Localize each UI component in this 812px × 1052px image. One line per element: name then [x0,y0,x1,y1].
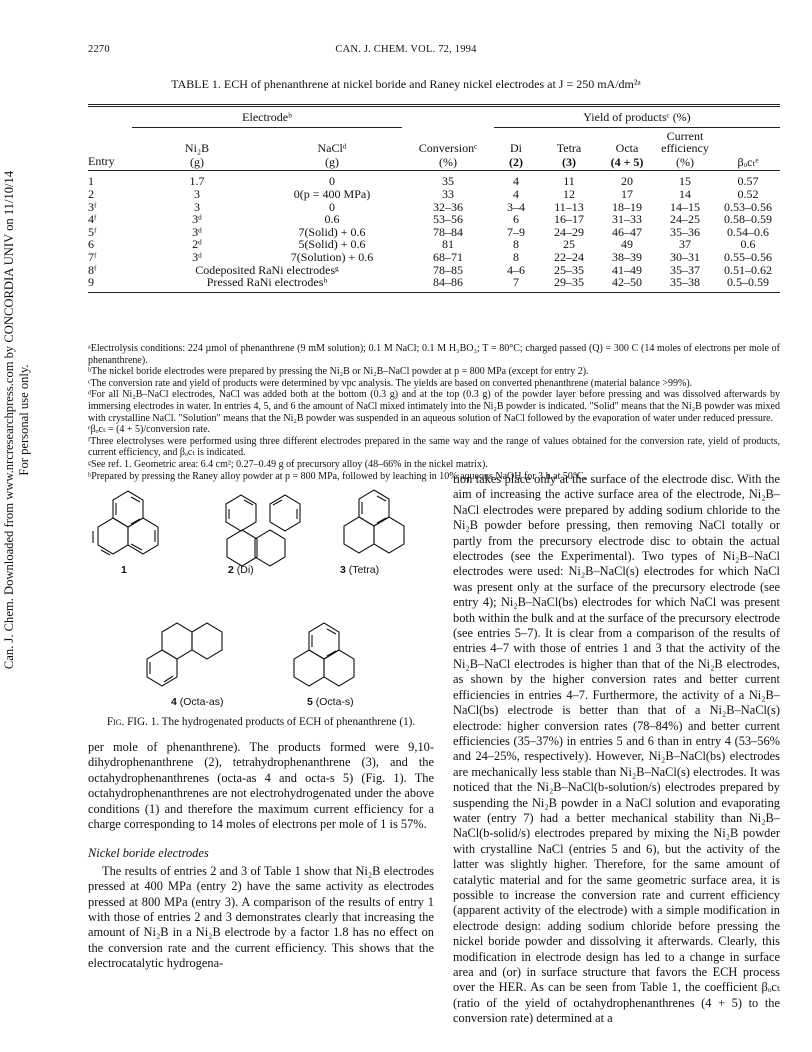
table-cell: 78–85 [433,262,463,277]
label-compound-2: 2 (Di) [228,564,254,576]
table-cell: 16–17 [554,212,584,227]
watermark-line-1: Can. J. Chem. Downloaded from www.nrcresearchpress.com by CONCORDIA UNIV on 11/10/14 [2,170,16,670]
header-octa: Octa [615,141,639,156]
right-paragraph-1: tion takes place only at the surface of the electrode disc. With the aim of increasing the active surface area of the electrode, Ni₂B–NaCl electrodes were prepared by adding sodium chloride to the Ni₂B powder before pressing, then removing NaCl totally or partly from the precursory electrode disc to obtain the actual electrodes (see the Experimental). Two types of Ni₂B–NaCl electrodes were used: Ni₂B–NaCl(s) electrodes for which NaCl was present only at the surface of the precursory electrode (see entry 4); Ni₂B–NaCl(bs) electrodes for which NaCl was present both within the bulk and at the surface of the precursory electrode (see entries 5–7). It is clear from a comparison of the results of entries 4–7 with those of entries 1 and 3 that the activity of the Ni₂B–NaCl electrodes is higher than that of the Ni₂B electrodes, as shown by the higher conversion rates and better current efficiencies in entries 4–7. Furthermore, the activity of a Ni₂B–NaCl(bs) electrode is better than that of a Ni₂B–NaCl(s) electrode: higher conversion rates (78–84%) and better current efficiencies (35–37%) in entries 5 and 6 than in entry 4 (53–56% and 24–25%, respectively). However, Ni₂B–NaCl(bs) electrodes are mechanically less stable than Ni₂B–NaCl(s) electrodes. It was noticed that the Ni₂B–NaCl(b-solution/s) electrodes prepared by suspending the Ni₂B powder in a NaCl solution and evaporating water (entry 7) had a better mechanical stability than Ni₂B–NaCl(b-solid/s) electrodes prepared by mixing the Ni₂B powder with crystalline NaCl (entries 5 and 6), but the activity of the latter was slightly higher. Therefore, for the same amount of catalytic material and for the same geometric surface area, it is possible to increase the conversion rate and current efficiency (apparent activity of the electrode) with a simple modification in electrode design: adding sodium chloride before pressing the nickel boride powder and dissolving it afterwards. Clearly, this modification in electrode design has led to a change in surface area and (or) in surface structure that favors the ECH process over the HER. As can be seen from Table 1, the coefficient βₒcₜ (ratio of the yield of octahydrophenanthrenes (4 + 5) to the conversion rate) determined at a [453,472,780,1026]
table-cell: 7ᶠ [88,249,97,264]
download-watermark [2,150,64,690]
table-cell: 3ᵈ [192,249,202,264]
running-header: CAN. J. CHEM. VOL. 72, 1994 [335,44,477,55]
table-cell: 3 [194,199,200,214]
table-cell: 22–24 [554,249,584,264]
table-cell: 17 [621,186,633,201]
header-nacl: NaClᵈ [317,141,347,156]
table-cell: 3ᵈ [192,224,202,239]
table-cell: 0.58–0.59 [724,212,772,227]
table-caption: TABLE 1. ECH of phenanthrene at nickel boride and Raney nickel electrodes at J = 250 mA/dm²ᵃ [171,77,641,91]
header-nacl-unit: (g) [325,155,339,170]
header-octa-compound: (4 + 5) [610,155,644,170]
table-cell: 0.52 [737,186,759,201]
table-cell: 3–4 [507,199,525,214]
table-cell: 8ᶠ [88,262,97,277]
table-cell: 0(p = 400 MPa) [293,186,371,201]
footnote: ᶠThree electrolyses were performed using three different electrodes prepared in the same way and the range of values obtained for the conversion rate, yield of products, current efficiency, and βₒcₜ is indicated. [88,435,780,459]
table-cell: 14–15 [670,199,700,214]
table-cell: Codeposited RaNi electrodesᵍ [195,262,339,277]
table-cell: 9 [88,275,94,290]
left-paragraph-2: The results of entries 2 and 3 of Table 1 show that Ni₂B electrodes pressed at 400 MPa (entry 2) have the same activity as electrodes pressed at 800 MPa (entry 3). A comparison of the results of entry 1 with those of entries 2 and 3 demonstrates clearly that increasing the amount of Ni₂B in a Ni₂B electrode by a factor 1.8 has no effect on the conversion rate and the current efficiency. This shows that the electrocatalytic hydrogena- [88,863,434,971]
table-cell: 31–33 [612,212,642,227]
structure-octahydro-as [147,623,222,686]
table-footnotes [88,343,780,482]
header-conversion-unit: (%) [439,155,457,170]
figure-caption: Fig. FIG. 1. The hydrogenated products of ECH of phenanthrene (1). [106,716,416,728]
left-column [88,740,434,972]
table-cell: 0.57 [737,174,759,189]
table-cell: 8 [513,249,519,264]
table-cell: 12 [563,186,575,201]
table-cell: 1 [88,174,94,189]
header-efficiency-unit: (%) [676,155,694,170]
table-cell: 3ᶠ [88,199,97,214]
label-compound-1: 1 [121,564,127,576]
structure-dihydrophenanthrene [226,495,300,566]
table-cell: 5ᶠ [88,224,97,239]
table-cell: 0.54–0.6 [727,224,769,239]
table-cell: 32–36 [433,199,463,214]
table-row [88,188,780,201]
table-cell: 7(Solid) + 0.6 [298,224,366,239]
table-cell: 11–13 [554,199,584,214]
table-cell: 3 [194,186,200,201]
table-cell: 24–29 [554,224,584,239]
table-cell: 68–71 [433,249,463,264]
table-cell: 0.6 [740,237,756,252]
table-cell: 53–56 [433,212,463,227]
footnote: ᵈFor all Ni₂B–NaCl electrodes, NaCl was added both at the bottom (0.3 g) and at the top (0.3 g) of the powder layer before pressing and was dissolved afterwards by immersing electrodes in water. In entries 4, 5, and 6 the amount of NaCl mixed intimately into the Ni₂B powder is indicated. "Solid" means that the Ni₂B powder was mixed with crystalline NaCl. "Solution" means that the Ni₂B powder was suspended in an aqueous solution of NaCl followed by the evaporation of water under reduced pressure. [88,389,780,424]
header-ni2b: Ni₂B [184,141,210,156]
header-conversion: Conversionᶜ [418,141,478,156]
table-cell: 24–25 [670,212,700,227]
header-di-compound: (2) [509,155,523,170]
table-cell: 25 [563,237,575,252]
table-row [88,213,780,226]
header-electrode: Electrodeᵇ [132,106,402,128]
table-cell: 7(Solution) + 0.6 [290,249,374,264]
header-current: Current [666,128,704,143]
table-row [88,171,780,188]
table-cell: 38–39 [612,249,642,264]
table-cell: 4–6 [507,262,525,277]
table-cell: 4ᶠ [88,212,97,227]
section-heading: Nickel boride electrodes [88,846,209,861]
table-cell: 7 [513,275,519,290]
table-cell: 8 [513,237,519,252]
right-column [453,472,780,1027]
header-tetra-compound: (3) [562,155,576,170]
table-cell: 35–36 [670,224,700,239]
table-cell: 2 [88,186,94,201]
results-table [88,104,780,293]
table-cell: 0.53–0.56 [724,199,772,214]
table-cell: 41–49 [612,262,642,277]
header-di: Di [510,141,522,156]
header-entry: Entry [88,153,115,168]
table-cell: 35 [442,174,454,189]
table-cell: 35–38 [670,275,700,290]
table-cell: 4 [513,186,519,201]
footnote: ʰPrepared by pressing the Raney alloy powder at p = 800 MPa, followed by leaching in 10% aqueous NaOH for 3 h at 50°C. [88,470,587,482]
table-row [88,251,780,264]
header-beta: βₒcₜᵉ [737,155,759,170]
structure-octahydro-s [294,623,354,686]
table-cell: 6 [88,237,94,252]
table-cell: 78–84 [433,224,463,239]
table-cell: 15 [679,174,691,189]
table-cell: 29–35 [554,275,584,290]
table-cell: 0.51–0.62 [724,262,772,277]
footnote: ᵉβₒcₜ = (4 + 5)/conversion rate. [88,424,211,436]
table-cell: 0.5–0.59 [727,275,769,290]
table-cell: 2ᵈ [192,237,202,252]
table-cell: 5(Solid) + 0.6 [298,237,366,252]
table-cell: 35–37 [670,262,700,277]
table-cell: 0 [329,199,335,214]
watermark-line-2: For personal use only. [17,364,31,476]
structure-phenanthrene [93,491,158,555]
header-efficiency: efficiency [661,141,709,156]
table-cell: 46–47 [612,224,642,239]
table-cell: 81 [442,237,454,252]
table-cell: 4 [513,174,519,189]
footnote: ᵍSee ref. 1. Geometric area: 6.4 cm²; 0.27–0.49 g of precursory alloy (48–66% in the nickel matrix). [88,458,488,470]
table-row [88,276,780,292]
table-cell: 14 [679,186,691,201]
table-cell: 6 [513,212,519,227]
page-number: 2270 [88,44,110,55]
table-cell: 7–9 [507,224,525,239]
table-cell: 18–19 [612,199,642,214]
table-cell: 20 [621,174,633,189]
table-cell: Pressed RaNi electrodesʰ [206,275,328,290]
table-cell: 0 [329,174,335,189]
footnote: ᵇThe nickel boride electrodes were prepared by pressing the Ni₂B or Ni₂B–NaCl powder at p = 800 MPa (except for entry 2). [88,366,589,378]
header-ni2b-unit: (g) [190,155,204,170]
table-cell: 49 [621,237,633,252]
table-cell: 0.55–0.56 [724,249,772,264]
structure-tetrahydrophenanthrene [344,490,404,553]
label-compound-5: 5 (Octa-s) [307,696,354,708]
left-paragraph-1: per mole of phenanthrene). The products formed were 9,10-dihydrophenanthrene (2), tetrahydrophenanthrene (3), and the octahydrophenanthrenes (octa-as 4 and octa-s 5) (Fig. 1). The octahydrophenanthrenes are not electrohydrogenated under the above conditions (1) and therefore the maximum current efficiency for a charge corresponding to 14 moles of electrons per mole of 1 is 57%. [88,740,434,832]
table-cell: 37 [679,237,691,252]
footnote: ᶜThe conversion rate and yield of products were determined by vpc analysis. The yields are based on converted phenanthrene (material balance >99%). [88,377,693,389]
table-cell: 3ᵈ [192,212,202,227]
label-compound-4: 4 (Octa-as) [171,696,224,708]
footnote: ᵃElectrolysis conditions: 224 µmol of phenanthrene (9 mM solution); 0.1 M NaCl; 0.1 M H₃BO₃; T = 80°C; charged passed (Q) = 300 C (14 moles of electrons per mole of phenanthrene). [88,343,780,366]
table-cell: 42–50 [612,275,642,290]
label-compound-3: 3 (Tetra) [340,564,380,576]
table-cell: 11 [563,174,575,189]
header-tetra: Tetra [556,141,582,156]
table-cell: 25–35 [554,262,584,277]
table-cell: 0.6 [324,212,340,227]
table-cell: 84–86 [433,275,463,290]
table-cell: 33 [442,186,454,201]
header-yield: Yield of productsᶜ (%) [494,106,780,128]
table-cell: 1.7 [189,174,205,189]
table-cell: 30–31 [670,249,700,264]
